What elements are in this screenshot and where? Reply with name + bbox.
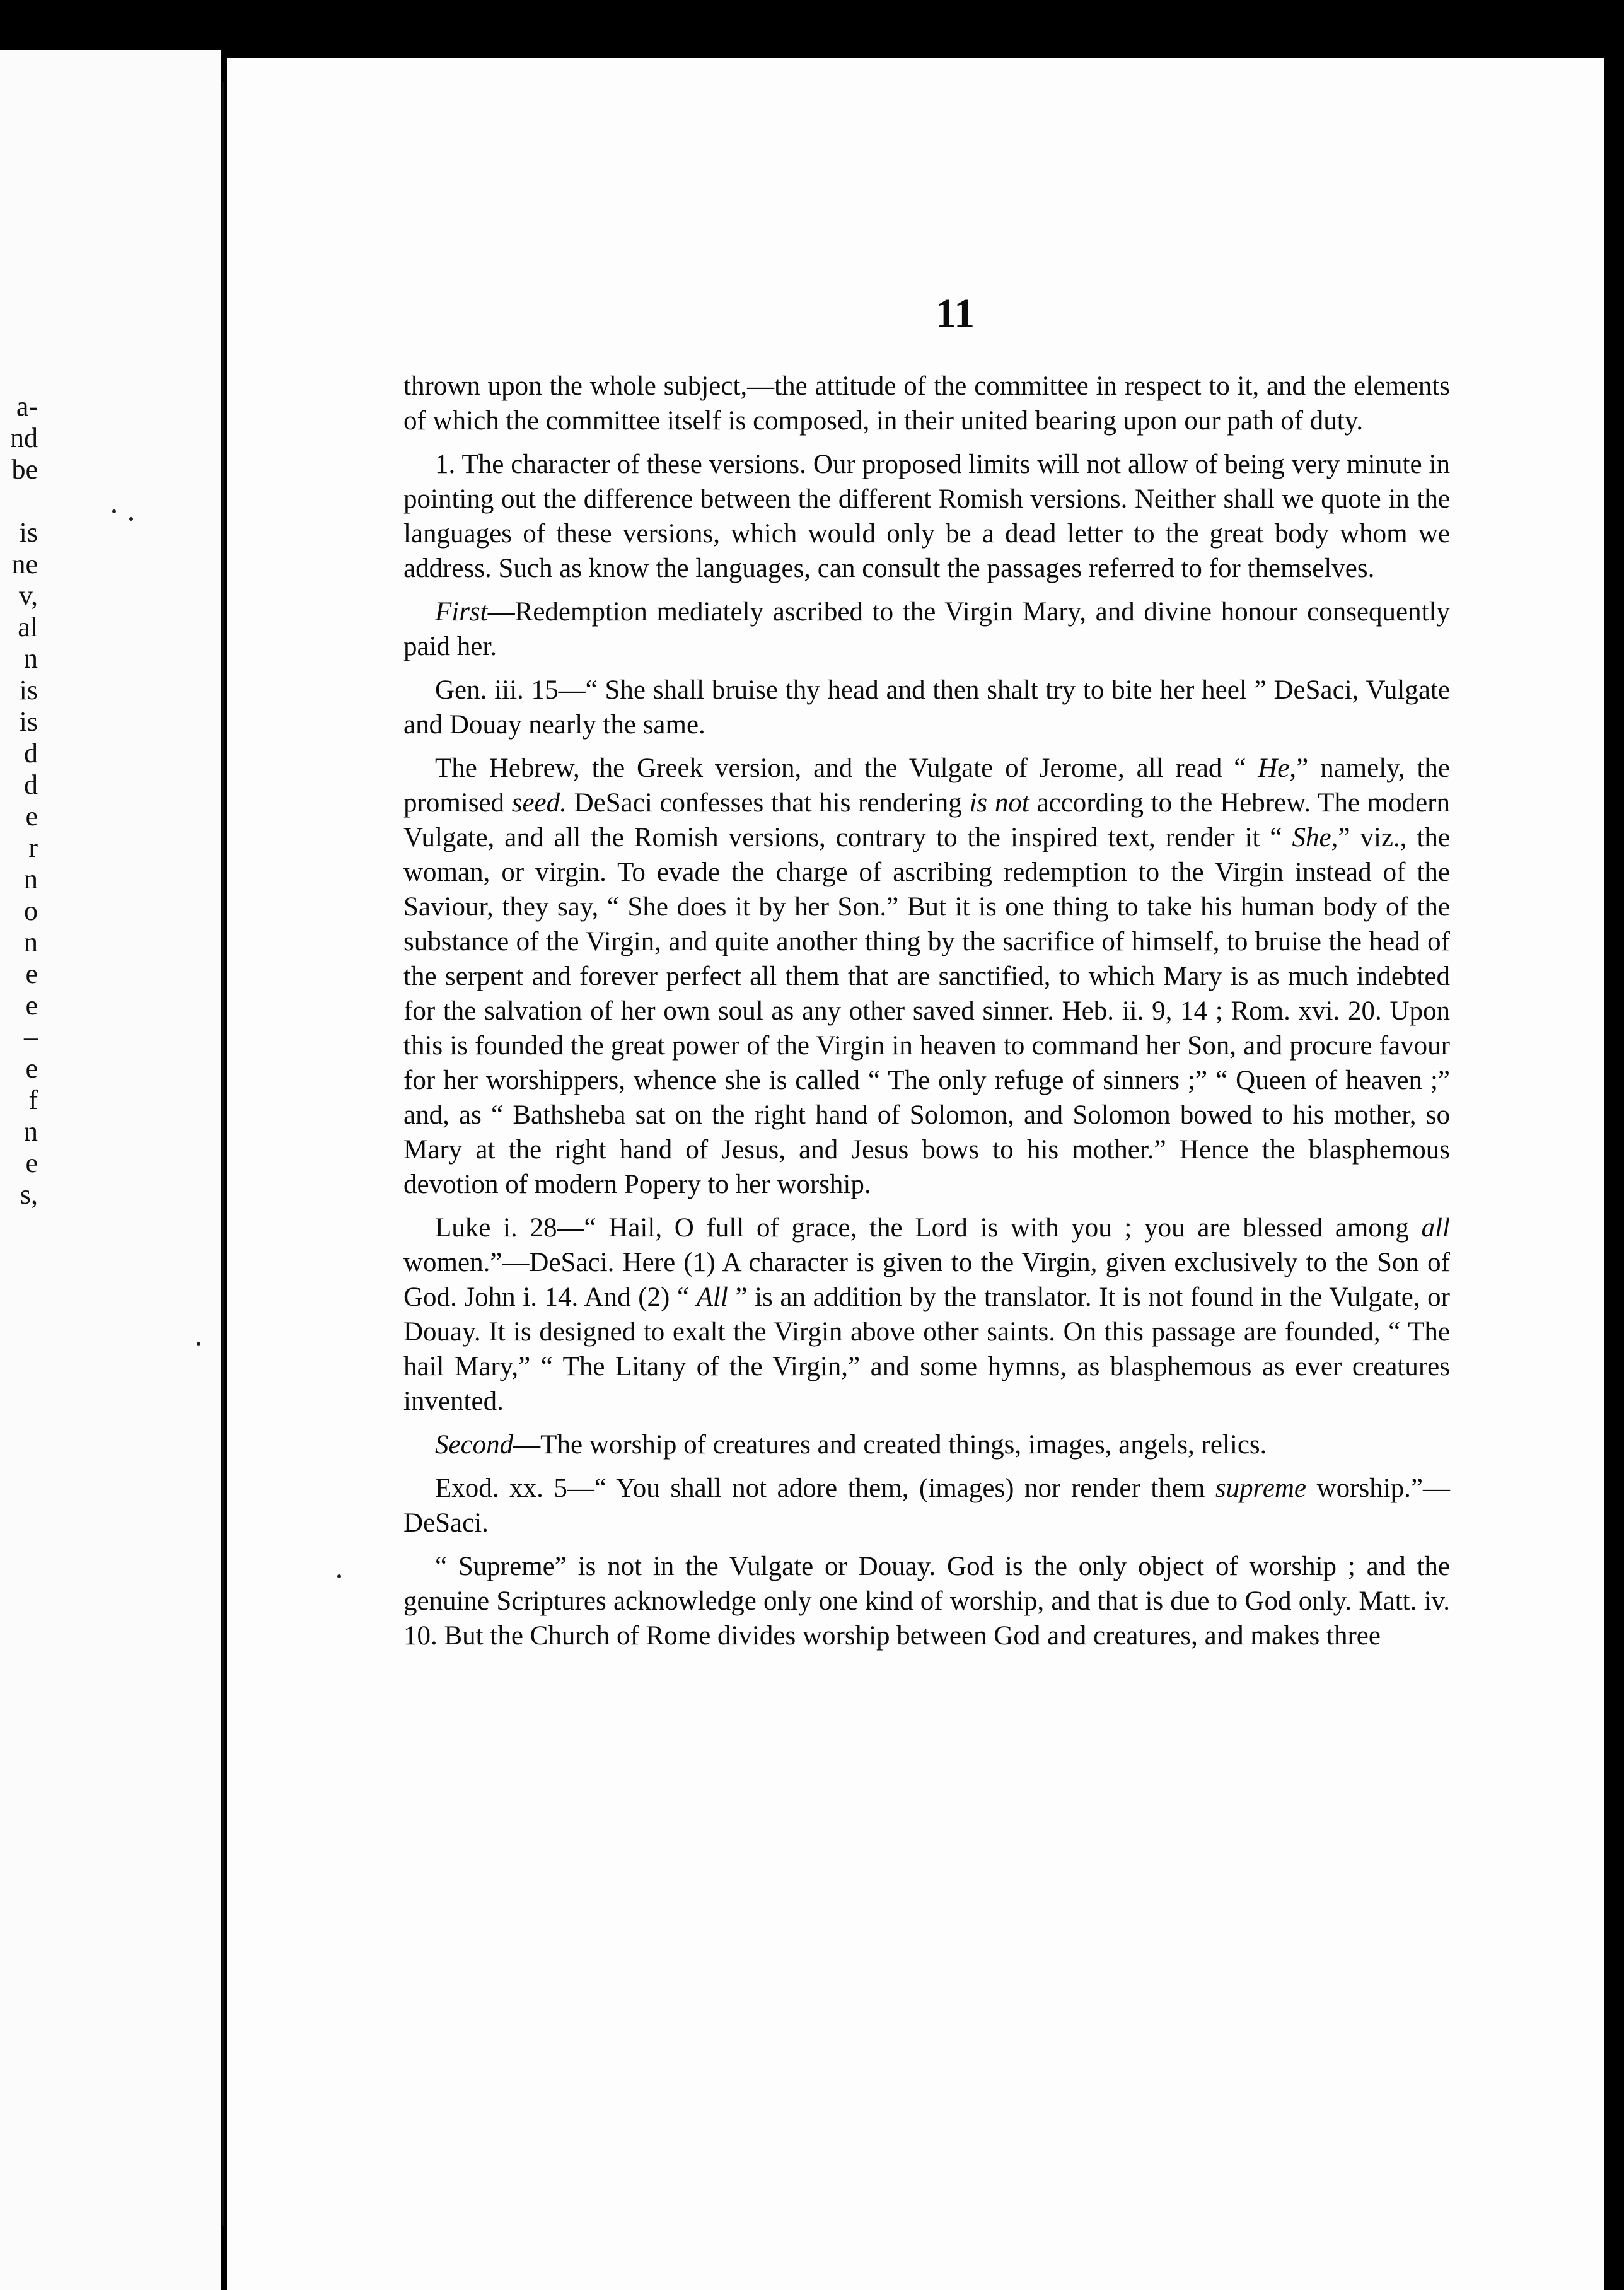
italic-text: is not (969, 788, 1030, 818)
paragraph (403, 673, 1450, 742)
facing-page-fragment: be (11, 454, 38, 485)
facing-page-fragment: e (25, 990, 38, 1021)
italic-text: seed. (511, 788, 567, 818)
ink-speck (337, 1574, 341, 1578)
paragraph (403, 751, 1450, 1202)
text-run: Gen. iii. 15—“ She shall bruise thy head and then shalt try to bite her heel ” DeSaci, Vulgate and Douay nearly the same. (403, 675, 1450, 740)
text-run: thrown upon the whole subject,—the attitude of the committee in respect to it, and the elements of which the committee itself is composed, in their united bearing upon our path of duty. (403, 371, 1450, 436)
italic-text: She (1292, 823, 1331, 852)
facing-page-fragment: s, (20, 1179, 38, 1210)
facing-page-fragment: d (24, 738, 38, 769)
facing-page-fragment: n (24, 1116, 38, 1147)
facing-page-edge (0, 50, 221, 2290)
text-run: DeSaci confesses that his rendering (566, 788, 970, 818)
facing-page-fragment: e (25, 1148, 38, 1178)
paragraph (403, 447, 1450, 586)
italic-text: First (435, 597, 488, 627)
italic-text: all (1421, 1213, 1450, 1243)
page-number: 11 (935, 291, 975, 337)
italic-text: He (1258, 753, 1290, 783)
scan-right-border (1604, 0, 1624, 2290)
facing-page-fragment: e (25, 958, 38, 989)
facing-page-fragment: nd (10, 422, 38, 453)
facing-page-fragment: a- (16, 391, 38, 422)
facing-page-fragment: v, (18, 580, 38, 611)
italic-text: supreme (1215, 1473, 1307, 1503)
facing-page-fragment: e (25, 801, 38, 832)
text-run: Exod. xx. 5—“ You shall not adore them, (images) nor render them (435, 1473, 1215, 1503)
paragraph (403, 1211, 1450, 1419)
paragraph (403, 1471, 1450, 1540)
text-run: women.”—DeSaci. Here (1) A character is given to the Virgin, given exclusively to the Son of God. John i. 14. And (2) “ (403, 1248, 1450, 1312)
text-run: ,” namely, the promised (403, 753, 1450, 818)
paragraph (403, 369, 1450, 438)
body-text (403, 369, 1450, 1662)
text-run: “ Supreme” is not in the Vulgate or Douay. God is the only object of worship ; and the genuine Scriptures acknowledge only one kind of worship, and that is due to God only. Matt. iv. 10. But the Church of Rome divides worship between God and creatures, and makes three (403, 1552, 1450, 1651)
facing-page-fragment: is (19, 517, 38, 548)
paragraph (403, 595, 1450, 664)
facing-page-fragment: ne (11, 549, 38, 579)
paragraph (403, 1427, 1450, 1462)
ink-speck (112, 509, 116, 513)
text-run: Luke i. 28—“ Hail, O full of grace, the Lord is with you ; you are blessed among (435, 1213, 1422, 1243)
text-run: according to the Hebrew. The modern Vulgate, and all the Romish versions, contrary to the inspired text, render it “ (403, 788, 1450, 852)
facing-page-fragment: n (24, 864, 38, 895)
text-run: ,” viz., the woman, or virgin. To evade the charge of ascribing redemption to the Virgin instead of the Saviour, they say, “ She does it by her Son.” But it is one thing to take his human body of the substance of the Virgin, and quite another thing by the sacrifice of himself, to bruise the head of the serpent and forever perfect all them that are sanctified, to which Mary is as much indebted for the salvation of her own soul as any other saved sinner. Heb. ii. 9, 14 ; Rom. xvi. 20. Upon this is founded the great power of the Virgin in heaven to command her Son, and procure favour for her worshippers, whence she is called “ The only refuge of sinners ;” “ Queen of heaven ;” and, as “ Bathsheba sat on the right hand of Solomon, and Solomon bowed to his mother, so Mary at the right hand of Jesus, and Jesus bows to his mother.” Hence the blasphemous devotion of modern Popery to her worship. (403, 823, 1451, 1199)
facing-page-fragment: o (24, 895, 38, 926)
facing-page-fragment: f (28, 1084, 38, 1115)
text-run: —The worship of creatures and created things, images, angels, relics. (513, 1430, 1267, 1460)
ink-speck (129, 517, 133, 521)
italic-text: All (696, 1282, 728, 1312)
facing-page-fragment (0, 485, 38, 517)
page-gutter (222, 82, 224, 2226)
facing-page-fragment: is (19, 706, 38, 737)
italic-text: Second (435, 1430, 514, 1460)
ink-speck (197, 1342, 200, 1346)
facing-page-fragment: is (19, 675, 38, 706)
text-run: 1. The character of these versions. Our proposed limits will not allow of being very minute in pointing out the difference between the different Romish versions. Neither shall we quote in the languages of these versions, which would only be a dead letter to the great body whom we address. Such as know the languages, can consult the passages referred to for themselves. (403, 450, 1450, 583)
text-run: The Hebrew, the Greek version, and the Vulgate of Jerome, all read “ (435, 753, 1258, 783)
facing-page-fragment: n (24, 927, 38, 958)
facing-page-fragment: r (28, 832, 38, 863)
text-run: worship.”—DeSaci. (403, 1473, 1451, 1538)
facing-page-fragment: d (24, 769, 38, 800)
facing-page-fragment: al (18, 612, 38, 642)
text-run: ” is an addition by the translator. It is not found in the Vulgate, or Douay. It is designed to exalt the Virgin above other saints. On this passage are founded, “ The hail Mary,” “ The Litany of the Virgin,” and some hymns, as blasphemous as ever creatures invented. (403, 1282, 1451, 1416)
facing-page-fragment: e (25, 1053, 38, 1084)
facing-page-text-fragments (0, 391, 38, 1211)
paragraph (403, 1549, 1450, 1653)
facing-page-fragment: n (24, 643, 38, 674)
facing-page-fragment: – (24, 1021, 38, 1052)
scan-top-border (0, 0, 1624, 50)
text-run: —Redemption mediately ascribed to the Virgin Mary, and divine honour consequently paid her. (403, 597, 1450, 661)
